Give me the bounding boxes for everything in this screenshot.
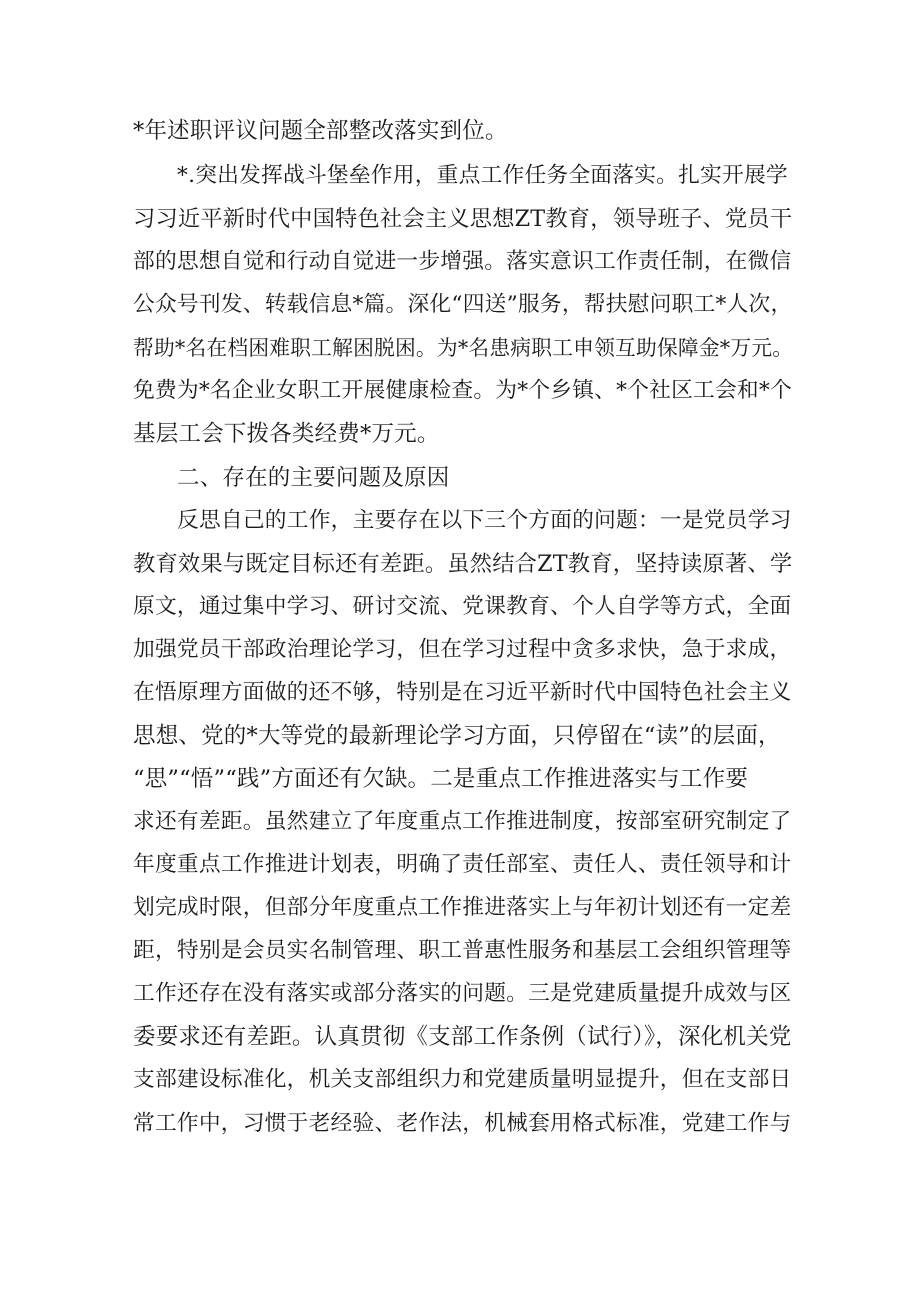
text-line: 帮助*名在档困难职工解困脱困。为*名患病职工申领互助保障金*万元。 [133,336,794,360]
text-line: 基层工会下拨各类经费*万元。 [133,421,440,447]
text-line: 在悟原理方面做的还不够，特别是在习近平新时代中国特色社会主义 [133,680,792,705]
text-line: 委要求还有差距。认真贯彻《支部工作条例（试行）》，深化机关党 [133,1024,792,1050]
text-line: *年述职评议问题全部整改落实到位。 [133,118,508,144]
text-line: 原文，通过集中学习、研讨交流、党课教育、个人自学等方式，全面 [133,594,792,619]
text-line: 教育效果与既定目标还有差距。虽然结合ZT教育，坚持读原著、学 [133,551,793,577]
text-line: 部的思想自觉和行动自觉进一步增强。落实意识工作责任制，在微信 [133,249,792,274]
text-line: *.突出发挥战斗堡垒作用，重点工作任务全面落实。扎实开展学 [177,163,788,188]
text-line: 支部建设标准化，机关支部组织力和党建质量明显提升，但在支部日 [133,1067,792,1092]
text-line: 常工作中，习惯于老经验、老作法，机械套用格式标准，党建工作与 [133,1111,792,1136]
text-line: 工作还存在没有落实或部分落实的问题。三是党建质量提升成效与区 [133,981,792,1006]
text-line: 免费为*名企业女职工开展健康检查。为*个乡镇、*个社区工会和*个 [133,378,792,403]
text-line: “思”“悟”“践”方面还有欠缺。二是重点工作推进落实与工作要 [133,766,749,792]
text-line: 求还有差距。虽然建立了年度重点工作推进制度，按部室研究制定了 [133,809,792,834]
text-line: 公众号刊发、转载信息*篇。深化“四送”服务，帮扶慰问职工*人次， [133,292,793,317]
text-line: 习习近平新时代中国特色社会主义思想ZT教育，领导班子、党员干 [133,206,793,232]
text-line: 距，特别是会员实名制管理、职工普惠性服务和基层工会组织管理等 [133,938,792,963]
text-line: 思想、党的*大等党的最新理论学习方面，只停留在“读”的层面， [133,723,781,749]
text-line: 加强党员干部政治理论学习，但在学习过程中贪多求快，急于求成， [133,637,792,662]
text-line: 反思自己的工作，主要存在以下三个方面的问题：一是党员学习 [177,508,792,533]
section-heading: 二、存在的主要问题及原因 [177,465,450,491]
text-line: 划完成时限，但部分年度重点工作推进落实上与年初计划还有一定差 [133,895,792,920]
text-line: 年度重点工作推进计划表，明确了责任部室、责任人、责任领导和计 [133,852,792,877]
